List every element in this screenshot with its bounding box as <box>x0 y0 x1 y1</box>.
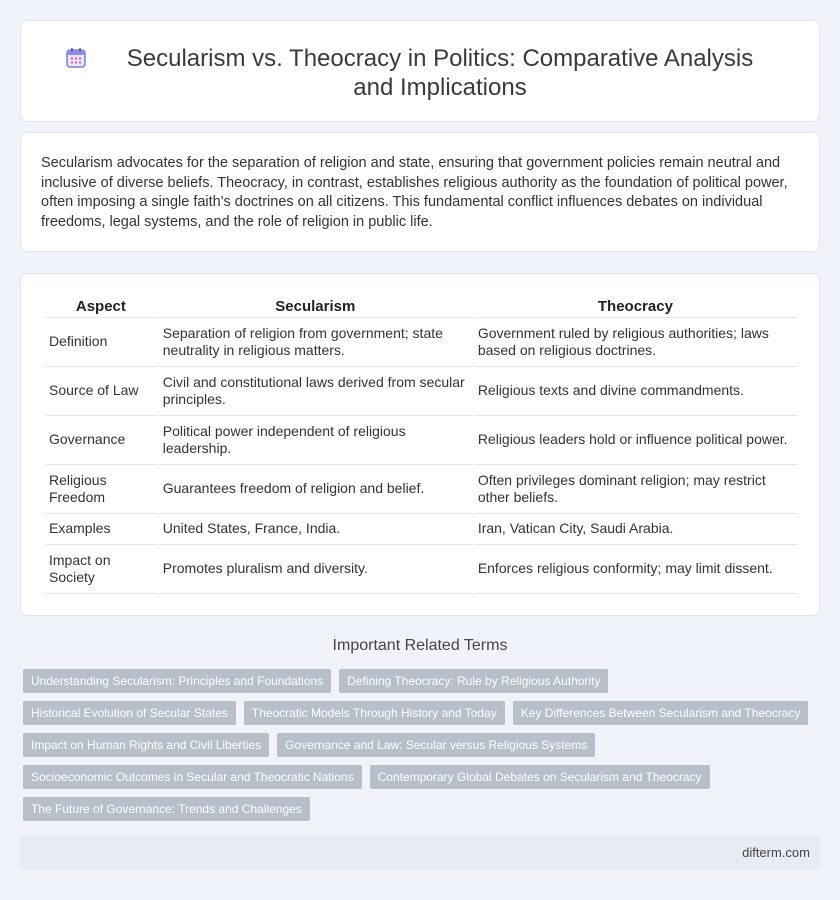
related-terms-heading: Important Related Terms <box>332 637 508 654</box>
header-theocracy: Theocracy <box>474 296 797 318</box>
table-row <box>45 545 797 594</box>
row-secularism: Guarantees freedom of religion and belief. <box>159 465 472 514</box>
table-row <box>45 318 797 367</box>
related-term-tag[interactable]: Contemporary Global Debates on Secularism and Theocracy <box>370 765 710 789</box>
comparison-table-card <box>20 273 820 616</box>
row-theocracy: Iran, Vatican City, Saudi Arabia. <box>474 514 797 545</box>
row-secularism: Civil and constitutional laws derived from secular principles. <box>159 367 472 416</box>
related-terms-list <box>23 669 823 829</box>
table-row <box>45 514 797 545</box>
related-term-tag[interactable]: Defining Theocracy: Rule by Religious Authority <box>339 669 608 693</box>
row-aspect: Examples <box>45 514 157 545</box>
intro-card <box>20 132 820 252</box>
row-aspect: Religious Freedom <box>45 465 157 514</box>
footer-bar <box>20 836 820 870</box>
related-term-tag[interactable]: Socioeconomic Outcomes in Secular and Theocratic Nations <box>23 765 362 789</box>
row-secularism: Promotes pluralism and diversity. <box>159 545 472 594</box>
row-theocracy: Government ruled by religious authorities; laws based on religious doctrines. <box>474 318 797 367</box>
row-theocracy: Religious texts and divine commandments. <box>474 367 797 416</box>
row-aspect: Impact on Society <box>45 545 157 594</box>
related-term-tag[interactable]: Historical Evolution of Secular States <box>23 701 236 725</box>
title-card <box>20 20 820 122</box>
related-term-tag[interactable]: Impact on Human Rights and Civil Liberties <box>23 733 269 757</box>
table-row <box>45 416 797 465</box>
page-title: Secularism vs. Theocracy in Politics: Comparative Analysis and Implications <box>126 45 754 101</box>
header-aspect: Aspect <box>45 296 157 318</box>
related-term-tag[interactable]: Key Differences Between Secularism and Theocracy <box>513 701 809 725</box>
row-secularism: United States, France, India. <box>159 514 472 545</box>
row-secularism: Political power independent of religious leadership. <box>159 416 472 465</box>
footer-site-link[interactable]: difterm.com <box>742 845 810 860</box>
header-secularism: Secularism <box>159 296 472 318</box>
related-term-tag[interactable]: Theocratic Models Through History and Today <box>244 701 505 725</box>
row-aspect: Source of Law <box>45 367 157 416</box>
intro-paragraph: Secularism advocates for the separation of religion and state, ensuring that government policies remain neutral and inclusive of diverse beliefs. Theocracy, in contrast, establishes religious authority as the foundation of political power, often imposing a single faith's doctrines on all citizens. This fundamental conflict influences debates on individual freedoms, legal systems, and the role of religion in public life. <box>41 155 788 230</box>
row-aspect: Definition <box>45 318 157 367</box>
table-row <box>45 367 797 416</box>
row-secularism: Separation of religion from government; state neutrality in religious matters. <box>159 318 472 367</box>
comparison-table <box>43 296 799 594</box>
row-theocracy: Religious leaders hold or influence political power. <box>474 416 797 465</box>
related-term-tag[interactable]: The Future of Governance: Trends and Challenges <box>23 797 310 821</box>
row-theocracy: Often privileges dominant religion; may restrict other beliefs. <box>474 465 797 514</box>
row-aspect: Governance <box>45 416 157 465</box>
table-header-row <box>45 296 797 318</box>
table-row <box>45 465 797 514</box>
related-term-tag[interactable]: Understanding Secularism: Principles and Foundations <box>23 669 331 693</box>
related-term-tag[interactable]: Governance and Law: Secular versus Religious Systems <box>277 733 595 757</box>
row-theocracy: Enforces religious conformity; may limit dissent. <box>474 545 797 594</box>
